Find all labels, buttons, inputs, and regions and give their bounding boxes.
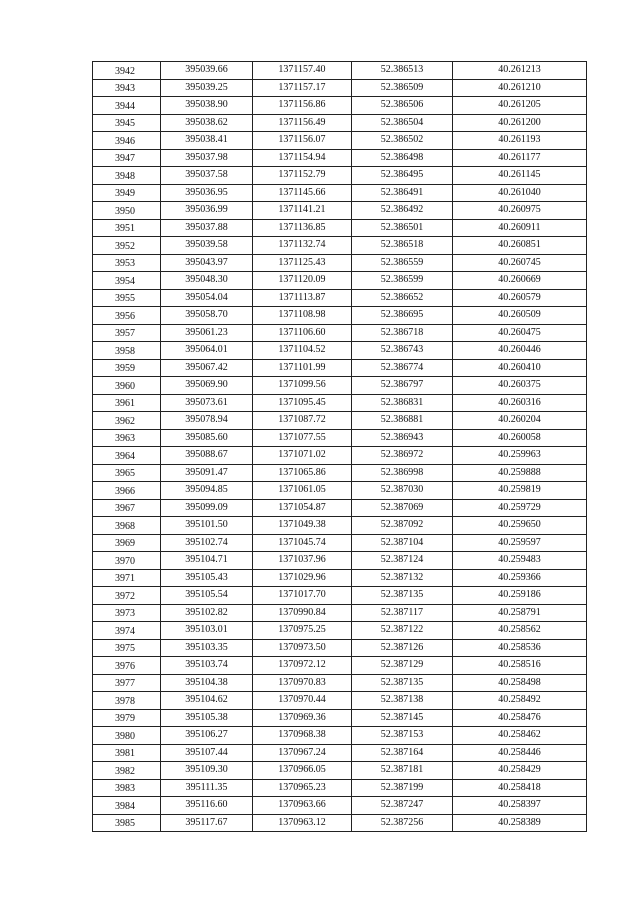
point-number-cell: 3943 — [93, 79, 161, 97]
x-coordinate-cell: 395104.62 — [161, 692, 253, 710]
table-row — [93, 342, 587, 360]
point-number-cell: 3942 — [93, 62, 161, 80]
point-number-cell: 3955 — [93, 289, 161, 307]
latitude-cell: 52.386501 — [352, 219, 453, 237]
table-row — [93, 727, 587, 745]
x-coordinate-cell: 395073.61 — [161, 394, 253, 412]
y-coordinate-cell: 1371152.79 — [253, 167, 352, 185]
x-coordinate-cell: 395038.41 — [161, 132, 253, 150]
y-coordinate-cell: 1370972.12 — [253, 657, 352, 675]
table-row — [93, 97, 587, 115]
x-coordinate-cell: 395103.01 — [161, 622, 253, 640]
table-row — [93, 552, 587, 570]
y-coordinate-cell: 1371087.72 — [253, 412, 352, 430]
longitude-cell: 40.258462 — [453, 727, 587, 745]
table-row — [93, 237, 587, 255]
x-coordinate-cell: 395037.58 — [161, 167, 253, 185]
latitude-cell: 52.387129 — [352, 657, 453, 675]
longitude-cell: 40.259650 — [453, 517, 587, 535]
longitude-cell: 40.259366 — [453, 569, 587, 587]
latitude-cell: 52.387256 — [352, 814, 453, 832]
latitude-cell: 52.386652 — [352, 289, 453, 307]
latitude-cell: 52.386495 — [352, 167, 453, 185]
latitude-cell: 52.387153 — [352, 727, 453, 745]
x-coordinate-cell: 395039.25 — [161, 79, 253, 97]
point-number-cell: 3965 — [93, 464, 161, 482]
table-row — [93, 482, 587, 500]
table-row — [93, 254, 587, 272]
y-coordinate-cell: 1371125.43 — [253, 254, 352, 272]
y-coordinate-cell: 1370973.50 — [253, 639, 352, 657]
coordinates-table — [92, 61, 587, 832]
longitude-cell: 40.261040 — [453, 184, 587, 202]
x-coordinate-cell: 395048.30 — [161, 272, 253, 290]
table-row — [93, 429, 587, 447]
latitude-cell: 52.387104 — [352, 534, 453, 552]
point-number-cell: 3951 — [93, 219, 161, 237]
point-number-cell: 3961 — [93, 394, 161, 412]
x-coordinate-cell: 395104.71 — [161, 552, 253, 570]
longitude-cell: 40.260579 — [453, 289, 587, 307]
latitude-cell: 52.386998 — [352, 464, 453, 482]
latitude-cell: 52.386502 — [352, 132, 453, 150]
x-coordinate-cell: 395104.38 — [161, 674, 253, 692]
longitude-cell: 40.260911 — [453, 219, 587, 237]
point-number-cell: 3978 — [93, 692, 161, 710]
longitude-cell: 40.261177 — [453, 149, 587, 167]
latitude-cell: 52.387069 — [352, 499, 453, 517]
x-coordinate-cell: 395101.50 — [161, 517, 253, 535]
table-row — [93, 674, 587, 692]
longitude-cell: 40.258536 — [453, 639, 587, 657]
latitude-cell: 52.386506 — [352, 97, 453, 115]
latitude-cell: 52.386718 — [352, 324, 453, 342]
longitude-cell: 40.260851 — [453, 237, 587, 255]
y-coordinate-cell: 1370969.36 — [253, 709, 352, 727]
point-number-cell: 3966 — [93, 482, 161, 500]
point-number-cell: 3954 — [93, 272, 161, 290]
longitude-cell: 40.258476 — [453, 709, 587, 727]
x-coordinate-cell: 395103.35 — [161, 639, 253, 657]
y-coordinate-cell: 1371101.99 — [253, 359, 352, 377]
x-coordinate-cell: 395106.27 — [161, 727, 253, 745]
y-coordinate-cell: 1371065.86 — [253, 464, 352, 482]
table-row — [93, 517, 587, 535]
latitude-cell: 52.386972 — [352, 447, 453, 465]
x-coordinate-cell: 395058.70 — [161, 307, 253, 325]
longitude-cell: 40.261213 — [453, 62, 587, 80]
table-row — [93, 499, 587, 517]
x-coordinate-cell: 395037.88 — [161, 219, 253, 237]
point-number-cell: 3944 — [93, 97, 161, 115]
table-row — [93, 744, 587, 762]
longitude-cell: 40.259483 — [453, 552, 587, 570]
table-row — [93, 219, 587, 237]
table-row — [93, 79, 587, 97]
latitude-cell: 52.387092 — [352, 517, 453, 535]
latitude-cell: 52.386513 — [352, 62, 453, 80]
y-coordinate-cell: 1370967.24 — [253, 744, 352, 762]
table-row — [93, 184, 587, 202]
x-coordinate-cell: 395054.04 — [161, 289, 253, 307]
point-number-cell: 3953 — [93, 254, 161, 272]
point-number-cell: 3970 — [93, 552, 161, 570]
longitude-cell: 40.258791 — [453, 604, 587, 622]
y-coordinate-cell: 1371136.85 — [253, 219, 352, 237]
latitude-cell: 52.386491 — [352, 184, 453, 202]
longitude-cell: 40.259963 — [453, 447, 587, 465]
y-coordinate-cell: 1371145.66 — [253, 184, 352, 202]
y-coordinate-cell: 1370966.05 — [253, 762, 352, 780]
longitude-cell: 40.261210 — [453, 79, 587, 97]
latitude-cell: 52.386599 — [352, 272, 453, 290]
point-number-cell: 3974 — [93, 622, 161, 640]
longitude-cell: 40.260475 — [453, 324, 587, 342]
table-row — [93, 814, 587, 832]
x-coordinate-cell: 395078.94 — [161, 412, 253, 430]
latitude-cell: 52.387126 — [352, 639, 453, 657]
table-row — [93, 587, 587, 605]
latitude-cell: 52.386695 — [352, 307, 453, 325]
longitude-cell: 40.259729 — [453, 499, 587, 517]
longitude-cell: 40.258397 — [453, 797, 587, 815]
point-number-cell: 3979 — [93, 709, 161, 727]
longitude-cell: 40.261145 — [453, 167, 587, 185]
point-number-cell: 3964 — [93, 447, 161, 465]
table-row — [93, 167, 587, 185]
longitude-cell: 40.258498 — [453, 674, 587, 692]
y-coordinate-cell: 1371029.96 — [253, 569, 352, 587]
table-row — [93, 359, 587, 377]
point-number-cell: 3977 — [93, 674, 161, 692]
y-coordinate-cell: 1370970.44 — [253, 692, 352, 710]
x-coordinate-cell: 395102.82 — [161, 604, 253, 622]
point-number-cell: 3980 — [93, 727, 161, 745]
y-coordinate-cell: 1370963.66 — [253, 797, 352, 815]
longitude-cell: 40.260375 — [453, 377, 587, 395]
latitude-cell: 52.387135 — [352, 587, 453, 605]
y-coordinate-cell: 1371108.98 — [253, 307, 352, 325]
longitude-cell: 40.258492 — [453, 692, 587, 710]
latitude-cell: 52.387135 — [352, 674, 453, 692]
x-coordinate-cell: 395103.74 — [161, 657, 253, 675]
y-coordinate-cell: 1370965.23 — [253, 779, 352, 797]
point-number-cell: 3968 — [93, 517, 161, 535]
table-row — [93, 132, 587, 150]
y-coordinate-cell: 1371154.94 — [253, 149, 352, 167]
y-coordinate-cell: 1371037.96 — [253, 552, 352, 570]
point-number-cell: 3973 — [93, 604, 161, 622]
y-coordinate-cell: 1371157.40 — [253, 62, 352, 80]
y-coordinate-cell: 1371106.60 — [253, 324, 352, 342]
point-number-cell: 3971 — [93, 569, 161, 587]
table-row — [93, 464, 587, 482]
x-coordinate-cell: 395105.43 — [161, 569, 253, 587]
point-number-cell: 3960 — [93, 377, 161, 395]
point-number-cell: 3948 — [93, 167, 161, 185]
point-number-cell: 3983 — [93, 779, 161, 797]
table-row — [93, 447, 587, 465]
y-coordinate-cell: 1371113.87 — [253, 289, 352, 307]
x-coordinate-cell: 395061.23 — [161, 324, 253, 342]
latitude-cell: 52.386509 — [352, 79, 453, 97]
latitude-cell: 52.386498 — [352, 149, 453, 167]
x-coordinate-cell: 395067.42 — [161, 359, 253, 377]
y-coordinate-cell: 1371156.49 — [253, 114, 352, 132]
x-coordinate-cell: 395107.44 — [161, 744, 253, 762]
point-number-cell: 3985 — [93, 814, 161, 832]
point-number-cell: 3946 — [93, 132, 161, 150]
y-coordinate-cell: 1371104.52 — [253, 342, 352, 360]
latitude-cell: 52.387124 — [352, 552, 453, 570]
latitude-cell: 52.386518 — [352, 237, 453, 255]
x-coordinate-cell: 395039.66 — [161, 62, 253, 80]
point-number-cell: 3947 — [93, 149, 161, 167]
latitude-cell: 52.387181 — [352, 762, 453, 780]
point-number-cell: 3982 — [93, 762, 161, 780]
longitude-cell: 40.258389 — [453, 814, 587, 832]
table-row — [93, 779, 587, 797]
x-coordinate-cell: 395038.90 — [161, 97, 253, 115]
x-coordinate-cell: 395116.60 — [161, 797, 253, 815]
table-row — [93, 394, 587, 412]
table-row — [93, 762, 587, 780]
longitude-cell: 40.260669 — [453, 272, 587, 290]
table-row — [93, 377, 587, 395]
y-coordinate-cell: 1371061.05 — [253, 482, 352, 500]
point-number-cell: 3981 — [93, 744, 161, 762]
x-coordinate-cell: 395038.62 — [161, 114, 253, 132]
x-coordinate-cell: 395037.98 — [161, 149, 253, 167]
latitude-cell: 52.386504 — [352, 114, 453, 132]
y-coordinate-cell: 1370968.38 — [253, 727, 352, 745]
latitude-cell: 52.387145 — [352, 709, 453, 727]
latitude-cell: 52.386743 — [352, 342, 453, 360]
longitude-cell: 40.258429 — [453, 762, 587, 780]
latitude-cell: 52.386881 — [352, 412, 453, 430]
longitude-cell: 40.259819 — [453, 482, 587, 500]
longitude-cell: 40.260058 — [453, 429, 587, 447]
y-coordinate-cell: 1371157.17 — [253, 79, 352, 97]
y-coordinate-cell: 1371132.74 — [253, 237, 352, 255]
y-coordinate-cell: 1371095.45 — [253, 394, 352, 412]
longitude-cell: 40.258562 — [453, 622, 587, 640]
longitude-cell: 40.260745 — [453, 254, 587, 272]
latitude-cell: 52.387247 — [352, 797, 453, 815]
longitude-cell: 40.260204 — [453, 412, 587, 430]
x-coordinate-cell: 395036.95 — [161, 184, 253, 202]
latitude-cell: 52.386943 — [352, 429, 453, 447]
longitude-cell: 40.258418 — [453, 779, 587, 797]
point-number-cell: 3952 — [93, 237, 161, 255]
point-number-cell: 3945 — [93, 114, 161, 132]
x-coordinate-cell: 395094.85 — [161, 482, 253, 500]
x-coordinate-cell: 395064.01 — [161, 342, 253, 360]
table-row — [93, 692, 587, 710]
table-row — [93, 534, 587, 552]
table-row — [93, 62, 587, 80]
table-row — [93, 569, 587, 587]
latitude-cell: 52.387164 — [352, 744, 453, 762]
y-coordinate-cell: 1370975.25 — [253, 622, 352, 640]
x-coordinate-cell: 395102.74 — [161, 534, 253, 552]
latitude-cell: 52.387138 — [352, 692, 453, 710]
y-coordinate-cell: 1371141.21 — [253, 202, 352, 220]
longitude-cell: 40.259597 — [453, 534, 587, 552]
x-coordinate-cell: 395036.99 — [161, 202, 253, 220]
table-row — [93, 272, 587, 290]
point-number-cell: 3957 — [93, 324, 161, 342]
longitude-cell: 40.261193 — [453, 132, 587, 150]
x-coordinate-cell: 395099.09 — [161, 499, 253, 517]
longitude-cell: 40.260975 — [453, 202, 587, 220]
table-row — [93, 412, 587, 430]
coordinates-table-body — [93, 62, 587, 832]
latitude-cell: 52.387117 — [352, 604, 453, 622]
point-number-cell: 3956 — [93, 307, 161, 325]
longitude-cell: 40.259888 — [453, 464, 587, 482]
y-coordinate-cell: 1371120.09 — [253, 272, 352, 290]
table-row — [93, 149, 587, 167]
table-row — [93, 307, 587, 325]
y-coordinate-cell: 1371156.86 — [253, 97, 352, 115]
latitude-cell: 52.386774 — [352, 359, 453, 377]
point-number-cell: 3972 — [93, 587, 161, 605]
latitude-cell: 52.386492 — [352, 202, 453, 220]
x-coordinate-cell: 395111.35 — [161, 779, 253, 797]
point-number-cell: 3967 — [93, 499, 161, 517]
point-number-cell: 3984 — [93, 797, 161, 815]
latitude-cell: 52.387030 — [352, 482, 453, 500]
point-number-cell: 3958 — [93, 342, 161, 360]
latitude-cell: 52.387122 — [352, 622, 453, 640]
y-coordinate-cell: 1371077.55 — [253, 429, 352, 447]
table-row — [93, 657, 587, 675]
x-coordinate-cell: 395105.38 — [161, 709, 253, 727]
table-row — [93, 709, 587, 727]
y-coordinate-cell: 1371045.74 — [253, 534, 352, 552]
table-row — [93, 114, 587, 132]
x-coordinate-cell: 395039.58 — [161, 237, 253, 255]
latitude-cell: 52.386797 — [352, 377, 453, 395]
longitude-cell: 40.260446 — [453, 342, 587, 360]
y-coordinate-cell: 1371054.87 — [253, 499, 352, 517]
x-coordinate-cell: 395043.97 — [161, 254, 253, 272]
point-number-cell: 3959 — [93, 359, 161, 377]
y-coordinate-cell: 1371017.70 — [253, 587, 352, 605]
x-coordinate-cell: 395069.90 — [161, 377, 253, 395]
y-coordinate-cell: 1371099.56 — [253, 377, 352, 395]
latitude-cell: 52.386831 — [352, 394, 453, 412]
table-row — [93, 639, 587, 657]
x-coordinate-cell: 395088.67 — [161, 447, 253, 465]
point-number-cell: 3962 — [93, 412, 161, 430]
point-number-cell: 3969 — [93, 534, 161, 552]
longitude-cell: 40.261205 — [453, 97, 587, 115]
y-coordinate-cell: 1370963.12 — [253, 814, 352, 832]
table-row — [93, 797, 587, 815]
x-coordinate-cell: 395091.47 — [161, 464, 253, 482]
point-number-cell: 3975 — [93, 639, 161, 657]
table-row — [93, 202, 587, 220]
longitude-cell: 40.258516 — [453, 657, 587, 675]
longitude-cell: 40.260410 — [453, 359, 587, 377]
y-coordinate-cell: 1371049.38 — [253, 517, 352, 535]
y-coordinate-cell: 1371071.02 — [253, 447, 352, 465]
table-row — [93, 324, 587, 342]
x-coordinate-cell: 395105.54 — [161, 587, 253, 605]
latitude-cell: 52.387132 — [352, 569, 453, 587]
x-coordinate-cell: 395109.30 — [161, 762, 253, 780]
longitude-cell: 40.260316 — [453, 394, 587, 412]
table-row — [93, 604, 587, 622]
longitude-cell: 40.258446 — [453, 744, 587, 762]
longitude-cell: 40.260509 — [453, 307, 587, 325]
point-number-cell: 3950 — [93, 202, 161, 220]
y-coordinate-cell: 1371156.07 — [253, 132, 352, 150]
latitude-cell: 52.386559 — [352, 254, 453, 272]
latitude-cell: 52.387199 — [352, 779, 453, 797]
x-coordinate-cell: 395085.60 — [161, 429, 253, 447]
longitude-cell: 40.259186 — [453, 587, 587, 605]
point-number-cell: 3949 — [93, 184, 161, 202]
y-coordinate-cell: 1370970.83 — [253, 674, 352, 692]
longitude-cell: 40.261200 — [453, 114, 587, 132]
table-row — [93, 289, 587, 307]
table-row — [93, 622, 587, 640]
x-coordinate-cell: 395117.67 — [161, 814, 253, 832]
y-coordinate-cell: 1370990.84 — [253, 604, 352, 622]
point-number-cell: 3963 — [93, 429, 161, 447]
point-number-cell: 3976 — [93, 657, 161, 675]
